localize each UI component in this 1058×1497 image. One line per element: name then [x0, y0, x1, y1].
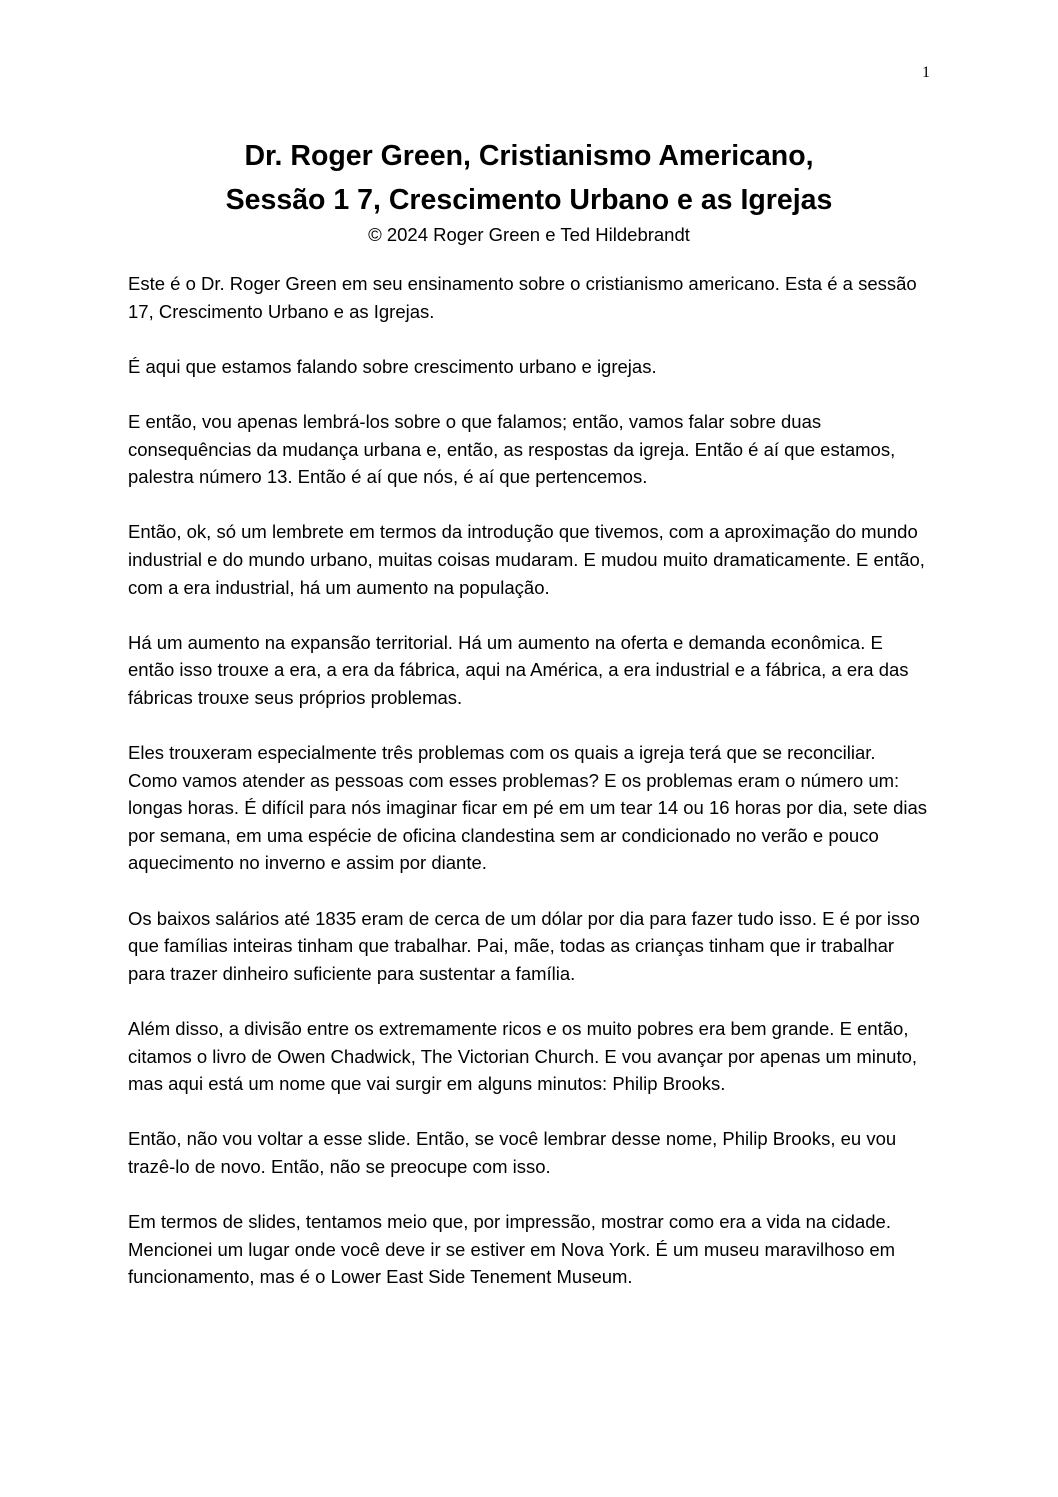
paragraph: Então, ok, só um lembrete em termos da introdução que tivemos, com a aproximação do mundo industrial e do mundo urbano, muitas coisas mudaram. E mudou muito dramaticamente. E então, com a era industrial, há um aumento na população. — [128, 521, 925, 598]
paragraph: E então, vou apenas lembrá-los sobre o que falamos; então, vamos falar sobre duas consequências da mudança urbana e, então, as respostas da igreja. Então é aí que estamos, palestra número 13. Então é aí que nós, é aí que pertencemos. — [128, 410, 896, 488]
document-title — [0, 134, 1058, 222]
paragraph: Os baixos salários até 1835 eram de cerca de um dólar por dia para fazer tudo isso. E é por isso que famílias inteiras tinham que trabalhar. Pai, mãe, todas as crianças tinham que ir trabalhar para trazer dinheiro suficiente para sustentar a família. — [128, 907, 920, 984]
paragraph: É aqui que estamos falando sobre crescimento urbano e igrejas. — [128, 355, 657, 377]
copyright-notice: © 2024 Roger Green e Ted Hildebrandt — [368, 224, 690, 245]
paragraph: Além disso, a divisão entre os extremamente ricos e os muito pobres era bem grande. E então, citamos o livro de Owen Chadwick, The Victorian Church. E vou avançar por apenas um minuto, mas aqui está um nome que vai surgir em alguns minutos: Philip Brooks. — [128, 1018, 918, 1095]
title-line-1: Dr. Roger Green, Cristianismo Americano, — [244, 140, 814, 172]
title-line-2: Sessão 1 7, Crescimento Urbano e as Igrejas — [225, 184, 833, 216]
paragraph: Em termos de slides, tentamos meio que, por impressão, mostrar como era a vida na cidade. Mencionei um lugar onde você deve ir se estiver em Nova York. É um museu maravilhoso em funcionamento, mas é o Lower East Side Tenement Museum. — [128, 1211, 896, 1288]
paragraph: Então, não vou voltar a esse slide. Então, se você lembrar desse nome, Philip Brooks, eu vou trazê-lo de novo. Então, não se preocupe com isso. — [128, 1128, 897, 1177]
paragraph: Há um aumento na expansão territorial. Há um aumento na oferta e demanda econômica. E então isso trouxe a era, a era da fábrica, aqui na América, a era industrial e a fábrica, a era das fábricas trouxe seus próprios problemas. — [128, 631, 909, 708]
document-body — [128, 270, 928, 1319]
page-number: 1 — [922, 64, 930, 81]
paragraph: Eles trouxeram especialmente três problemas com os quais a igreja terá que se reconciliar. Como vamos atender as pessoas com esses problemas? E os problemas eram o número um: longas horas. É difícil para nós imaginar ficar em pé em um tear 14 ou 16 horas por dia, sete dias por semana, em uma espécie de oficina clandestina sem ar condicionado no verão e pouco aquecimento no inverno e assim por diante. — [128, 742, 928, 874]
paragraph: Este é o Dr. Roger Green em seu ensinamento sobre o cristianismo americano. Esta é a sessão 17, Crescimento Urbano e as Igrejas. — [128, 273, 917, 322]
